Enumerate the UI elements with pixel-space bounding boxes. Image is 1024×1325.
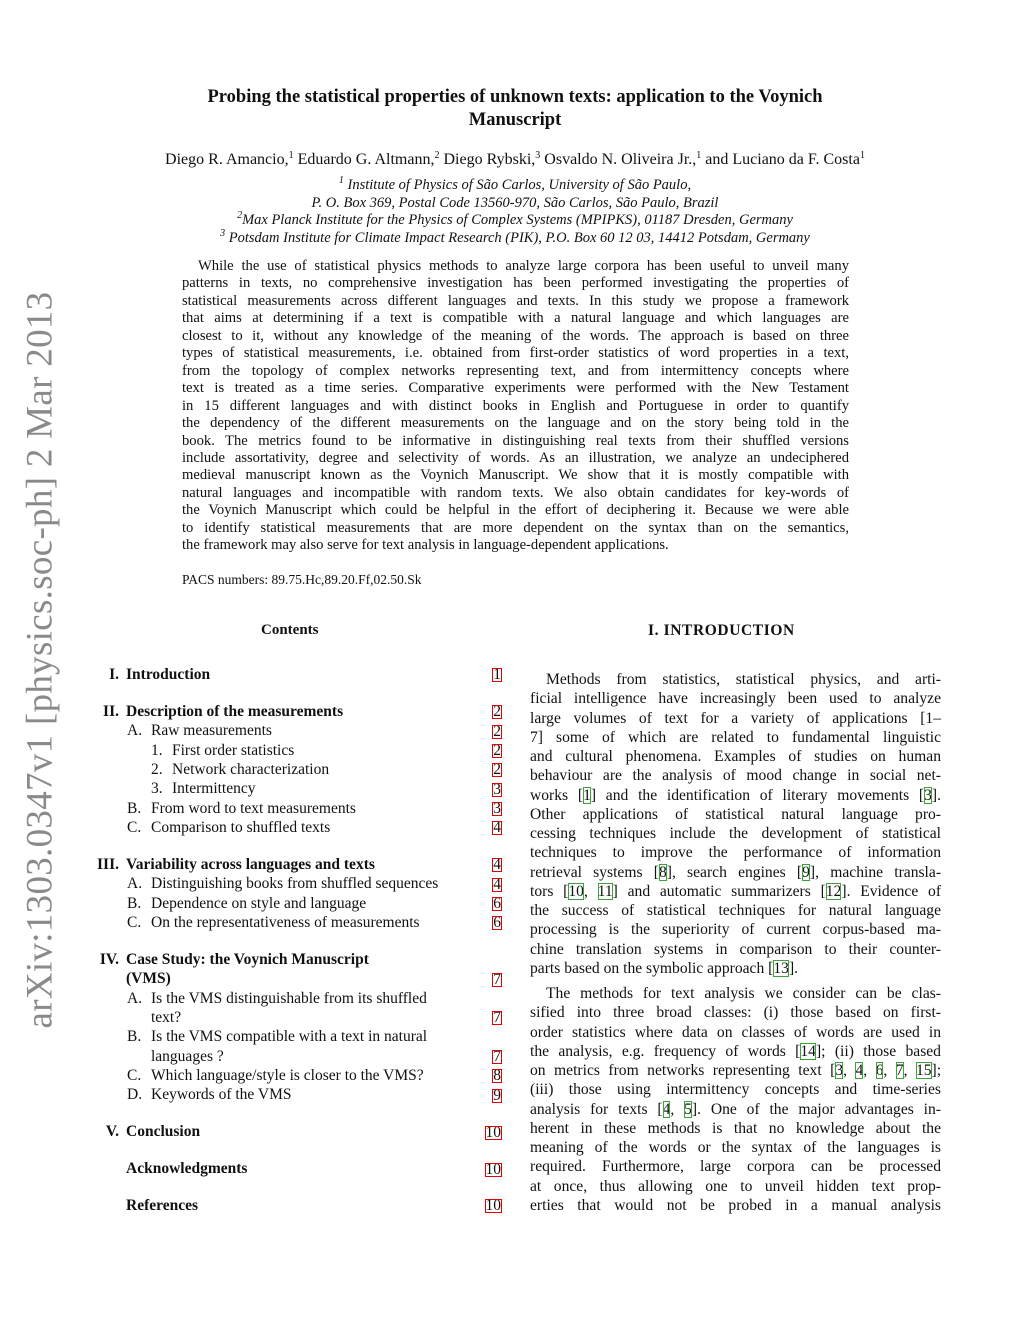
toc-entry-number: 3.	[151, 780, 163, 798]
citation-link[interactable]: 13	[773, 959, 789, 977]
citation-link[interactable]: 7	[895, 1062, 904, 1079]
toc-page-link[interactable]: 6	[493, 894, 501, 912]
abstract-line: book. The metrics found to be informative in distinguishing real texts from their shuffled versions	[182, 432, 849, 449]
toc-entry-number: D.	[127, 1086, 143, 1104]
abstract-line: medieval manuscript known as the Voynich Manuscript. We show that it is mostly compatible with	[182, 467, 849, 484]
toc-entry-title[interactable]: (VMS)	[126, 970, 171, 988]
text-line: The methods for text analysis we consider can be clas-	[546, 985, 941, 1002]
abstract-line: patterns in texts, no comprehensive investigation has been performed investigating the properties of	[182, 275, 849, 292]
introduction-heading: I. INTRODUCTION	[648, 622, 795, 639]
toc-entry[interactable]	[80, 721, 510, 740]
toc-entry-number: A.	[127, 875, 143, 893]
toc-entry-number: III.	[97, 855, 119, 873]
toc-page-link[interactable]: 7	[493, 1009, 501, 1027]
arxiv-identifier-sidebar: arXiv:1303.0347v1 [physics.soc-ph] 2 Mar 2013	[19, 291, 61, 1029]
title-line: Probing the statistical properties of unknown texts: application to the Voynich	[207, 87, 823, 107]
text-line: the analysis, e.g. frequency of words [14]; (ii) those based	[530, 1042, 941, 1060]
toc-entry[interactable]	[80, 874, 510, 893]
abstract-line: from the topology of complex networks representing text, and from intermittency concepts where	[182, 362, 849, 379]
toc-entry-title[interactable]: Intermittency	[172, 780, 256, 798]
text-line: on metrics from networks representing text [3, 4, 6, 7, 15];	[530, 1062, 942, 1079]
toc-entry-number: 2.	[151, 760, 163, 778]
text-line: order statistics where data on classes of words are used in	[530, 1023, 941, 1041]
abstract-line: to identify statistical measurements that are more dependent on the syntax than on the semantics,	[182, 519, 849, 536]
toc-entry-number: 1.	[151, 741, 163, 759]
citation-link[interactable]: 3	[835, 1062, 844, 1079]
toc-entry-title[interactable]: Conclusion	[126, 1123, 201, 1141]
toc-entry-title[interactable]: First order statistics	[172, 741, 295, 759]
toc-page-link[interactable]: 8	[493, 1067, 501, 1085]
affiliation-mark: 1	[859, 150, 865, 161]
affiliation-line	[60, 227, 970, 248]
toc-entry[interactable]	[80, 913, 510, 932]
text-line: at once, thus allowing one to unveil hidden text prop-	[530, 1177, 941, 1195]
toc-entry-title[interactable]: Network characterization	[172, 760, 330, 778]
text-line: 7] some of which are related to fundamental linguistic	[530, 728, 941, 746]
text-line: erties that would not be probed in a manual analysis	[530, 1196, 941, 1214]
toc-entry[interactable]	[80, 760, 510, 779]
toc-entry[interactable]	[80, 1066, 510, 1085]
abstract	[182, 258, 849, 555]
affiliation-line	[60, 177, 970, 195]
text-line: processing is the superiority of current corpus-based ma-	[530, 921, 941, 939]
toc-page-link[interactable]: 2	[493, 741, 501, 759]
affiliation-mark: 1	[338, 175, 344, 186]
toc-entry-title[interactable]: Which language/style is closer to the VMS?	[151, 1066, 424, 1084]
affiliation-mark: 2	[237, 210, 243, 222]
citation-link[interactable]: 15	[915, 1062, 932, 1079]
citation-link[interactable]: 12	[825, 882, 842, 900]
citation-link[interactable]: 1	[583, 786, 591, 804]
citation-link[interactable]: 3	[924, 786, 932, 804]
toc-page-link[interactable]: 1	[493, 666, 501, 684]
affiliation-text: P. O. Box 369, Postal Code 13560-970, São Carlos, São Paulo, Brazil	[311, 194, 719, 211]
toc-entry-number: V.	[105, 1123, 119, 1141]
toc-entry[interactable]	[80, 950, 510, 989]
text-line: chine translation systems in comparison to their counter-	[530, 940, 941, 958]
author-name: Osvaldo N. Oliveira Jr.,	[544, 151, 697, 168]
toc-entry-title[interactable]: Is the VMS compatible with a text in natural	[151, 1028, 428, 1046]
toc-entry-title[interactable]: References	[126, 1197, 199, 1215]
text-line: (iii) those using intermittency concepts and time-series	[530, 1081, 941, 1099]
toc-entry-title[interactable]: Distinguishing books from shuffled sequences	[151, 875, 439, 893]
toc-entry-number: B.	[127, 894, 142, 912]
toc-entry-number: A.	[127, 989, 143, 1007]
pacs-numbers: PACS numbers: 89.75.Hc,89.20.Ff,02.50.Sk	[182, 572, 422, 587]
affiliation-text: Potsdam Institute for Climate Impact Research (PIK), P.O. Box 60 12 03, 14412 Potsdam, Germany	[225, 229, 810, 246]
citation-link[interactable]: 4	[662, 1100, 671, 1118]
abstract-line: the framework may also serve for text analysis in language-dependent applications.	[182, 537, 669, 554]
toc-entry-title[interactable]: On the representativeness of measurements	[151, 913, 420, 931]
affiliation-mark: 3	[535, 150, 541, 161]
citation-link[interactable]: 11	[597, 882, 613, 900]
toc-entry[interactable]	[80, 741, 510, 760]
toc-entry-title[interactable]: Description of the measurements	[126, 702, 344, 720]
text-line: behaviour are the analysis of mood change in social net-	[530, 767, 941, 785]
toc-entry-title[interactable]: Variability across languages and texts	[126, 855, 375, 873]
introduction-body	[530, 670, 941, 1215]
affiliation-line	[60, 212, 970, 230]
toc-entry-number: B.	[127, 1028, 142, 1046]
affiliation-mark: 3	[220, 227, 226, 239]
text-line: meaning of the words or the syntax of the languages is	[530, 1139, 941, 1156]
abstract-line: While the use of statistical physics methods to analyze large corpora has been useful to unveil many	[198, 258, 849, 274]
toc-entry-title[interactable]: Acknowledgments	[126, 1160, 248, 1178]
abstract-line: natural languages and incompatible with random texts. We also obtain candidates for key-words of	[182, 484, 849, 501]
text-line: Methods from statistics, statistical physics, and arti-	[546, 671, 941, 688]
text-line: herent in these methods is that no knowledge about the	[530, 1119, 941, 1137]
abstract-line: closest to it, without any knowledge of the meaning of the words. The approach is based on three	[182, 327, 849, 344]
toc-page-link[interactable]: 10	[485, 1160, 501, 1178]
toc-entry[interactable]	[80, 702, 510, 721]
text-line: sified into three broad classes: (i) those based on first-	[530, 1004, 941, 1022]
abstract-line: include assortativity, degree and selectivity of words. As an illustration, we analyze an undeciphered	[182, 449, 849, 466]
toc-entry-number: C.	[127, 1066, 142, 1084]
toc-page-link[interactable]: 2	[493, 703, 501, 721]
abstract-line: statistical measurements across different languages and texts. In this study we propose a framework	[182, 292, 849, 309]
toc-entry[interactable]	[80, 665, 510, 684]
text-line: parts based on the symbolic approach [13].	[530, 959, 799, 977]
toc-page-link[interactable]: 3	[493, 800, 501, 817]
author-list	[60, 151, 970, 169]
affiliation-mark: 1	[288, 150, 294, 161]
text-line: tors [10, 11] and automatic summarizers [12]. Evidence of	[530, 882, 942, 900]
citation-link[interactable]: 5	[684, 1100, 692, 1118]
text-line: ficial intelligence have increasingly been used to analyze	[530, 690, 941, 708]
toc-entry[interactable]	[80, 1027, 510, 1066]
toc-entry[interactable]	[80, 1085, 510, 1104]
text-line: required. Furthermore, large corpora can be processed	[530, 1158, 941, 1176]
citation-link[interactable]: 4	[855, 1062, 864, 1079]
abstract-line: text is treated as a time series. Comparative experiments were performed with the New Testament	[182, 380, 849, 397]
toc-entry-number: A.	[127, 722, 143, 740]
text-line: Other applications of statistical natural language pro-	[530, 805, 941, 823]
text-line: retrieval systems [8], search engines [9], machine transla-	[530, 863, 942, 881]
toc-page-link[interactable]: 10	[485, 1123, 501, 1141]
toc-entry-title[interactable]: Dependence on style and language	[151, 894, 367, 912]
citation-link[interactable]: 6	[875, 1062, 884, 1079]
toc-entry-title[interactable]: Raw measurements	[151, 722, 272, 740]
toc-entry-number: I.	[109, 666, 119, 683]
author-name: and Luciano da F. Costa	[705, 151, 860, 168]
toc-entry[interactable]	[80, 855, 510, 874]
toc-entry-title[interactable]: From word to text measurements	[151, 799, 356, 817]
toc-entry[interactable]	[80, 1159, 510, 1178]
abstract-line: in 15 different languages and with distinct books in English and Portuguese in order to quantify	[182, 397, 849, 414]
abstract-line: types of statistical measurements, i.e. obtained from first-order statistics of word properties in a text,	[182, 345, 849, 362]
text-line: large volumes of text for a variety of applications [1–	[530, 709, 941, 727]
paragraph	[530, 984, 941, 1215]
toc-entry-title[interactable]: Keywords of the VMS	[151, 1086, 292, 1104]
affiliation-text: Institute of Physics of São Carlos, University of São Paulo,	[343, 177, 692, 193]
toc-page-link[interactable]: 2	[493, 761, 501, 779]
toc-page-link[interactable]: 3	[493, 780, 501, 798]
toc-page-link[interactable]: 4	[493, 875, 501, 893]
affiliations	[60, 177, 970, 247]
citation-link[interactable]: 8	[658, 863, 667, 881]
abstract-line: the dependency of the different measurements on the language and on the story being told in the	[182, 415, 849, 432]
toc-entry[interactable]	[80, 894, 510, 913]
toc-entry[interactable]	[80, 818, 510, 837]
toc-entry[interactable]	[80, 989, 510, 1028]
citation-link[interactable]: 9	[802, 863, 810, 881]
affiliation-mark: 2	[434, 150, 440, 161]
toc-entry-number: B.	[127, 799, 142, 817]
toc-page-link[interactable]: 7	[493, 1047, 501, 1065]
toc-page-link[interactable]: 7	[493, 970, 501, 988]
toc-entry-title[interactable]: Comparison to shuffled texts	[151, 819, 331, 836]
toc-entry[interactable]	[80, 1196, 510, 1215]
toc-entry-number: C.	[127, 819, 142, 836]
affiliation-mark: 1	[696, 150, 702, 161]
toc-entry-number: IV.	[99, 950, 119, 968]
toc-entry-title[interactable]: Case Study: the Voynich Manuscript	[126, 950, 369, 968]
paper-title	[100, 86, 930, 132]
toc-page-link[interactable]: 6	[493, 914, 501, 932]
author-name: Diego Rybski,	[443, 151, 536, 168]
toc-page-link[interactable]: 4	[493, 819, 501, 837]
author-name: Eduardo G. Altmann,	[297, 151, 435, 168]
toc-page-link[interactable]: 10	[485, 1197, 501, 1215]
text-line: techniques to improve the performance of information	[530, 844, 941, 862]
text-line: analysis for texts [4, 5]. One of the major advantages in-	[530, 1100, 941, 1118]
text-line: works [1] and the identification of literary movements [3].	[530, 786, 941, 804]
text-line: and cultural phenomena. Examples of studies on human	[530, 748, 941, 765]
toc-entry-title[interactable]: Introduction	[126, 666, 211, 683]
affiliation-text: Max Planck Institute for the Physics of Complex Systems (MPIPKS), 01187 Dresden, Germany	[242, 212, 793, 229]
toc-page-link[interactable]: 4	[493, 856, 501, 874]
toc-entry-title[interactable]: Is the VMS distinguishable from its shuffled	[151, 989, 427, 1007]
toc-entry[interactable]	[80, 1122, 510, 1141]
text-line: the success of statistical techniques for natural language	[530, 902, 941, 919]
contents-heading: Contents	[261, 622, 319, 638]
toc-entry-title[interactable]: text?	[151, 1008, 182, 1026]
abstract-line: that aims at determining if a text is compatible with a natural language and which languages are	[182, 310, 849, 327]
toc-entry[interactable]	[80, 779, 510, 798]
toc-entry-number: II.	[103, 702, 119, 720]
toc-entry-title[interactable]: languages ?	[151, 1047, 224, 1065]
affiliation-line	[60, 195, 970, 213]
toc-page-link[interactable]: 2	[493, 722, 501, 740]
table-of-contents	[80, 665, 510, 1215]
citation-link[interactable]: 10	[568, 882, 584, 900]
toc-entry-number: C.	[127, 913, 142, 931]
paragraph	[530, 670, 941, 978]
author-name: Diego R. Amancio,	[165, 151, 289, 168]
text-line: cessing techniques include the development of statistical	[530, 825, 941, 842]
toc-entry[interactable]	[80, 799, 510, 818]
title-line: Manuscript	[468, 110, 562, 130]
abstract-line: the Voynich Manuscript which could be helpful in the effort of deciphering it. Because we were able	[182, 502, 849, 519]
toc-page-link[interactable]: 9	[493, 1086, 501, 1104]
citation-link[interactable]: 14	[800, 1042, 816, 1060]
